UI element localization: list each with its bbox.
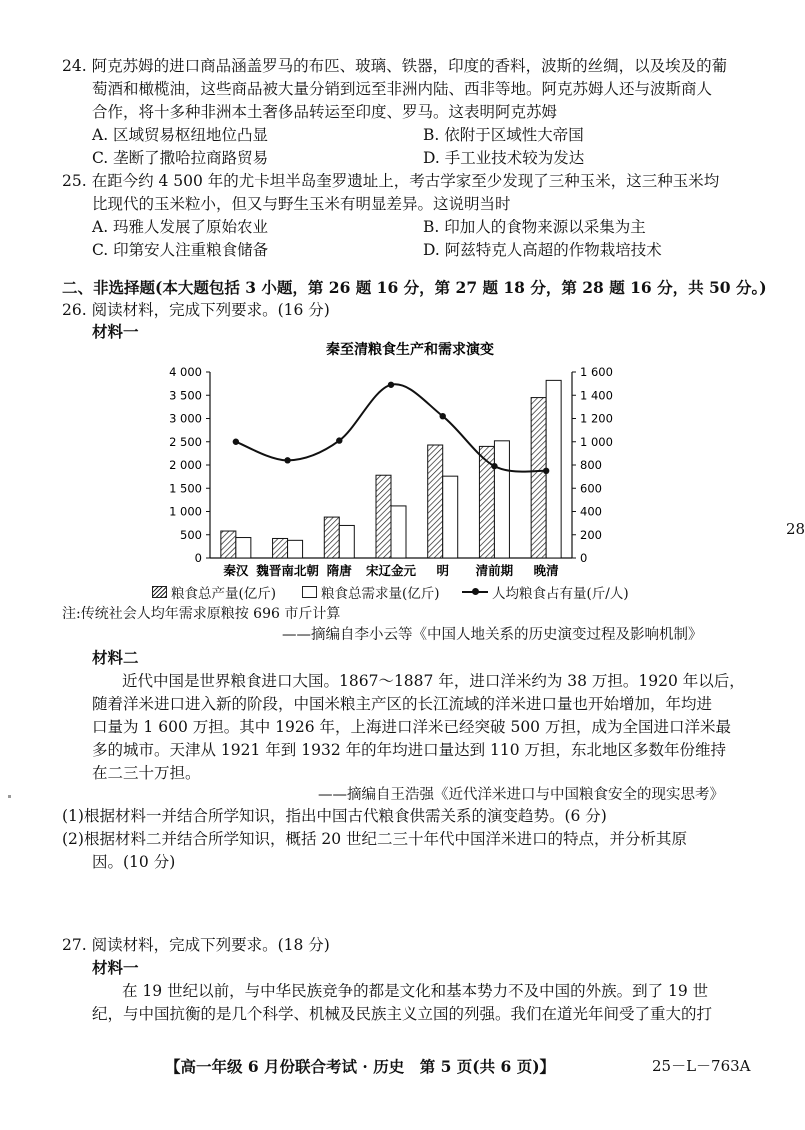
q24-option-c[interactable]: C. 垄断了撒哈拉商路贸易 (92, 149, 269, 167)
q27-line-2: 纪，与中国抗衡的是几个科学、机械及民族主义立国的列强。我们在道光年间受了重大的打 (92, 1005, 713, 1023)
right-tick-label: 1 600 (580, 365, 613, 379)
category-label: 晚清 (533, 563, 559, 578)
legend-demand-label: 粮食总需求量(亿斤) (321, 586, 440, 602)
demand-bar (339, 525, 354, 558)
m2-line-2: 随着洋米进口进入新的阶段，中国米粮主产区的长江流域的洋米进口量也开始增加，年均进 (92, 695, 713, 713)
right-tick-label: 1 200 (580, 411, 613, 426)
q26-material-2-label: 材料二 (92, 648, 139, 667)
production-bar (221, 531, 236, 558)
q25-option-d[interactable]: D. 阿兹特克人高超的作物栽培技术 (423, 241, 662, 259)
chart-note: 注:传统社会人均年需求原粮按 696 市斤计算 (62, 606, 341, 622)
legend-production (152, 582, 276, 602)
paper-code: 25－L－763A (652, 1057, 751, 1075)
q26-intro: 26. 阅读材料，完成下列要求。(16 分) (62, 301, 330, 319)
m2-line-4: 多的城市。天津从 1921 年到 1932 年的年均进口量达到 110 万担，东北地区多数年份维持 (92, 741, 727, 759)
legend-demand (302, 582, 440, 602)
category-label: 秦汉 (223, 563, 249, 578)
m2-line-5: 在二三十万担。 (92, 764, 201, 782)
right-tick-label: 800 (580, 458, 602, 472)
production-bar (324, 517, 339, 558)
q24-option-a[interactable]: A. 区域贸易枢纽地位凸显 (92, 126, 269, 144)
category-label: 清前期 (475, 563, 514, 578)
production-bar (479, 446, 494, 558)
left-tick-label: 2 500 (169, 434, 202, 449)
left-tick-label: 500 (180, 527, 202, 542)
right-tick-label: 1 400 (580, 388, 613, 403)
right-tick-label: 600 (580, 481, 602, 496)
demand-bar (494, 441, 509, 558)
per-capita-point (440, 413, 446, 419)
q26-requirement-2-line-1: (2)根据材料二并结合所学知识，概括 20 世纪二三十年代中国洋米进口的特点，并分析其原 (62, 830, 688, 848)
margin-dot (8, 795, 11, 798)
production-bar (376, 475, 391, 558)
line-swatch (462, 591, 488, 593)
legend-per-capita-label: 人均粮食占有量(斤/人) (492, 586, 629, 602)
right-tick-label: 400 (580, 504, 602, 519)
category-label: 隋唐 (326, 563, 352, 578)
demand-bar (391, 506, 406, 558)
q24-line-2: 萄酒和橄榄油，这些商品被大量分销到远至非洲内陆、西非等地。阿克苏姆人还与波斯商人 (92, 80, 713, 98)
q26-requirement-2-line-2: 因。(10 分) (92, 853, 176, 871)
left-tick-label: 3 500 (169, 388, 202, 403)
production-bar (428, 445, 443, 558)
section-2-heading: 二、非选择题(本大题包括 3 小题，第 26 题 16 分，第 27 题 18 分，第 28 题 16 分，共 50 分。) (62, 278, 767, 297)
source-1: ——摘编自李小云等《中国人地关系的历史演变过程及影响机制》 (282, 627, 703, 643)
right-tick-label: 1 000 (580, 434, 613, 449)
per-capita-point (336, 437, 342, 443)
left-tick-label: 0 (194, 551, 202, 565)
per-capita-point (543, 468, 549, 474)
hatched-swatch (152, 586, 167, 598)
m2-line-3: 口量为 1 600 万担。其中 1926 年，上海进口洋米已经突破 500 万担，成为全国进口洋米最 (92, 718, 731, 736)
production-bar (531, 398, 546, 558)
q25-option-a[interactable]: A. 玛雅人发展了原始农业 (92, 218, 269, 236)
q25-option-c[interactable]: C. 印第安人注重粮食储备 (92, 241, 269, 259)
q26-material-1-label: 材料一 (92, 322, 139, 341)
right-tick-label: 0 (580, 551, 588, 565)
category-label: 宋辽金元 (365, 563, 417, 578)
q27-line-1: 在 19 世纪以前，与中华民族竞争的都是文化和基本势力不及中国的外族。到了 19 世 (122, 982, 709, 1000)
per-capita-point (388, 382, 394, 388)
q24-line-1: 24. 阿克苏姆的进口商品涵盖罗马的布匹、玻璃、铁器，印度的香料，波斯的丝绸，以及埃及的葡 (62, 57, 728, 75)
per-capita-point (284, 457, 290, 463)
q24-option-d[interactable]: D. 手工业技术较为发达 (423, 149, 585, 167)
white-swatch (302, 586, 317, 598)
chart-title: 秦至清粮食生产和需求演变 (326, 342, 494, 358)
legend-production-label: 粮食总产量(亿斤) (171, 586, 277, 602)
demand-bar (288, 540, 303, 558)
q25-option-b[interactable]: B. 印加人的食物来源以采集为主 (423, 218, 646, 236)
q24-option-b[interactable]: B. 依附于区域性大帝国 (423, 126, 584, 144)
side-page-mark: 28 (786, 520, 805, 538)
q27-intro: 27. 阅读材料，完成下列要求。(18 分) (62, 936, 330, 954)
legend-per-capita (462, 582, 629, 602)
q27-material-1-label: 材料一 (92, 958, 139, 977)
left-tick-label: 1 000 (169, 504, 202, 519)
q26-requirement-1: (1)根据材料一并结合所学知识，指出中国古代粮食供需关系的演变趋势。(6 分) (62, 807, 607, 825)
production-bar (273, 538, 288, 558)
left-tick-label: 1 500 (169, 481, 202, 496)
right-tick-label: 200 (580, 527, 602, 542)
page-footer: 【高一年级 6 月份联合考试 · 历史 第 5 页(共 6 页)】 (164, 1057, 556, 1076)
q25-line-1: 25. 在距今约 4 500 年的尤卡坦半岛奎罗遗址上，考古学家至少发现了三种玉米，这三种玉米均 (62, 172, 720, 190)
category-label: 明 (436, 563, 449, 578)
per-capita-point (491, 463, 497, 469)
source-2: ——摘编自王浩强《近代洋米进口与中国粮食安全的现实思考》 (318, 787, 724, 803)
category-label: 魏晋南北朝 (256, 563, 319, 578)
q25-line-2: 比现代的玉米粒小，但又与野生玉米有明显差异。这说明当时 (92, 195, 511, 213)
demand-bar (236, 538, 251, 558)
m2-line-1: 近代中国是世界粮食进口大国。1867～1887 年，进口洋米约为 38 万担。1920 年以后， (122, 672, 745, 690)
left-tick-label: 4 000 (169, 365, 202, 379)
demand-bar (443, 476, 458, 558)
left-tick-label: 3 000 (169, 411, 202, 426)
left-tick-label: 2 000 (169, 458, 202, 472)
q24-line-3: 合作，将十多种非洲本土奢侈品转运至印度、罗马。这表明阿克苏姆 (92, 103, 558, 121)
grain-chart (150, 338, 620, 583)
per-capita-point (233, 439, 239, 445)
